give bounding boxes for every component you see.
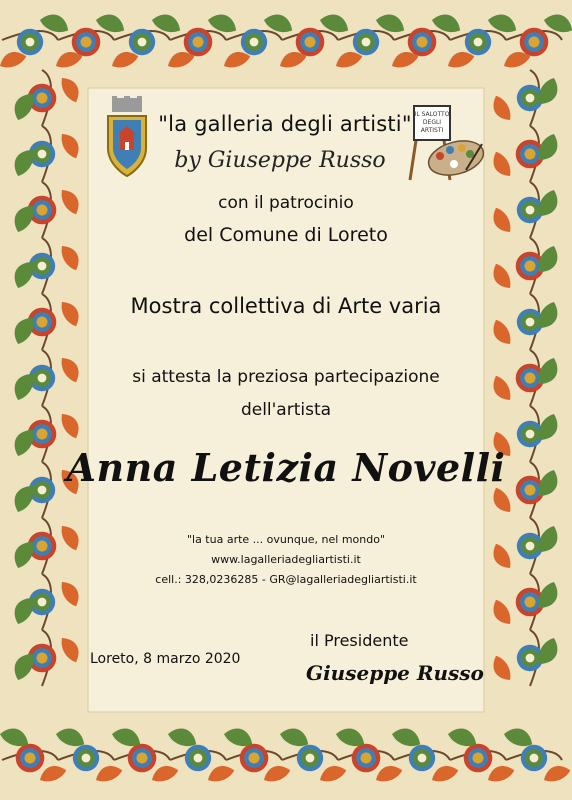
issue-date: Loreto, 8 marzo 2020: [90, 651, 241, 667]
president-signature: Giuseppe Russo: [306, 661, 484, 685]
coat-of-arms-icon: [104, 96, 150, 182]
palette-sign-line3: ARTISTI: [420, 127, 444, 134]
palette-sign-line1: IL SALOTTO: [414, 111, 450, 118]
exhibition-title: Mostra collettiva di Arte varia: [130, 294, 442, 318]
attestation-line-1: si attesta la preziosa partecipazione: [132, 367, 440, 387]
artist-name: Anna Letizia Novelli: [66, 445, 506, 490]
gallery-title: "la galleria degli artisti": [158, 112, 412, 136]
gallery-motto: "la tua arte ... ovunque, nel mondo": [186, 533, 386, 546]
president-label: il Presidente: [310, 631, 409, 650]
palette-sign-line2: DEGLI: [422, 119, 442, 126]
attestation-line-2: dell'artista: [240, 400, 332, 420]
contact-info: cell.: 328,0236285 - GR@lagalleriadegliartisti.it: [155, 573, 417, 586]
patronage-line-2: del Comune di Loreto: [184, 224, 388, 246]
gallery-byline: by Giuseppe Russo: [174, 148, 386, 173]
patronage-line-1: con il patrocinio: [218, 193, 354, 213]
website-link[interactable]: www.lagalleriadegliartisti.it: [211, 553, 361, 566]
